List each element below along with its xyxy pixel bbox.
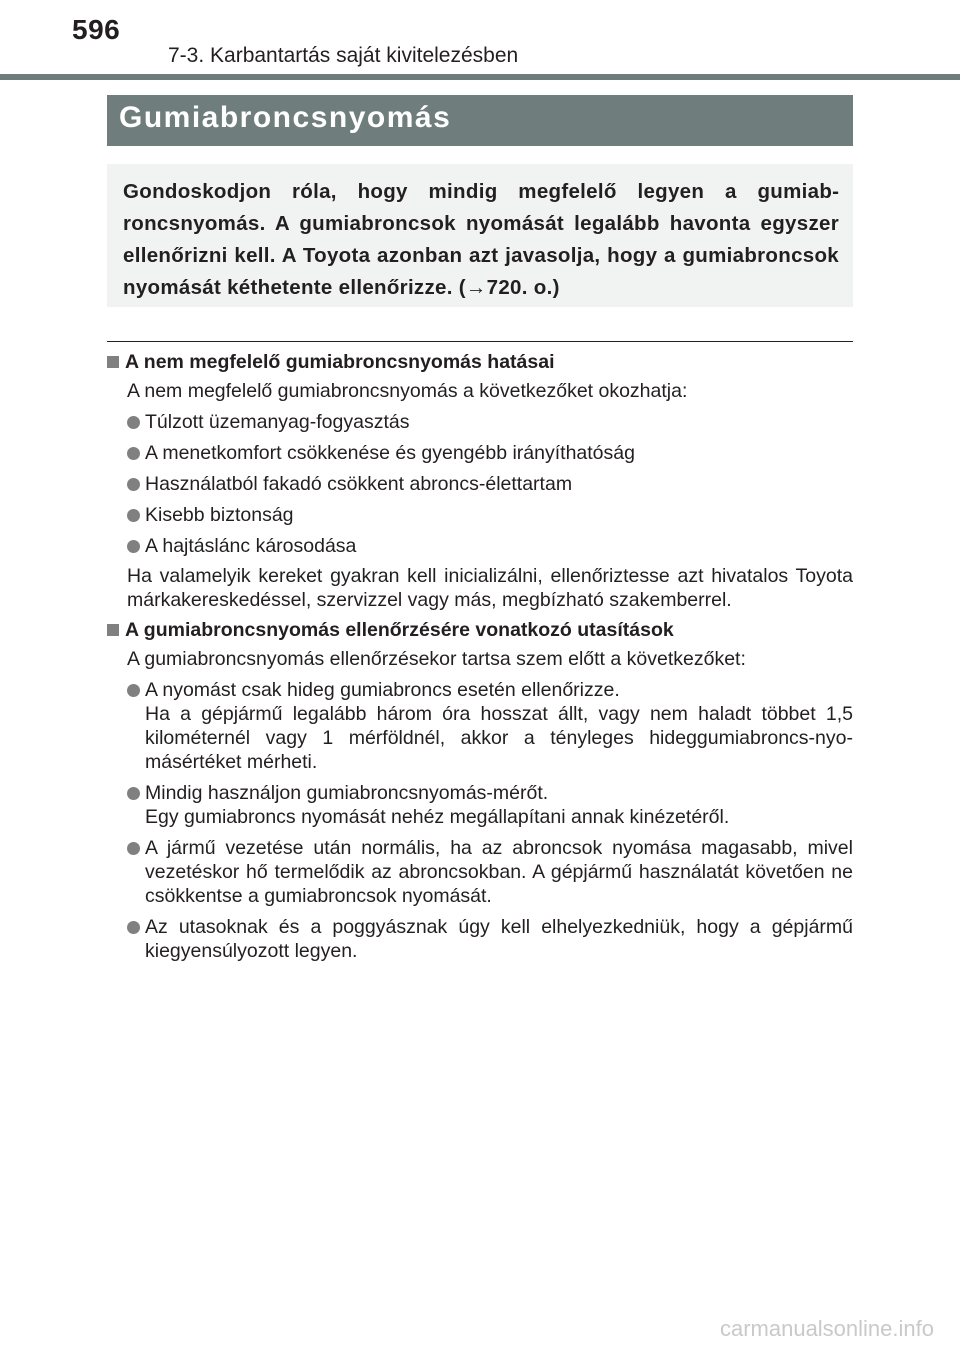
section-lead: A nem megfelelő gumiabroncsnyomás a következőket okozhatja: <box>127 380 688 402</box>
banner-title: Gumiabroncsnyomás <box>119 101 452 134</box>
list-item-detail: Ha a gépjármű legalább három óra hosszat állt, vagy nem haladt többet 1,5 kilométernél vagy 1 mérföldnél, akkor a tényleges hideggumiabroncs-nyomásértéket mérheti. <box>145 703 853 773</box>
list-item-text: Az utasoknak és a poggyásznak úgy kell elhelyezkedniük, hogy a gépjármű kiegyensúlyozott legyen. <box>145 916 853 962</box>
list-item <box>127 781 853 829</box>
list-item-text: Túlzott üzemanyag-fogyasztás <box>145 411 410 433</box>
square-bullet-icon <box>107 356 119 368</box>
list-item <box>127 410 853 434</box>
circle-bullet-icon <box>127 478 140 491</box>
watermark: carmanualsonline.info <box>719 1316 934 1341</box>
list-item <box>127 503 853 527</box>
list-item-detail: Egy gumiabroncs nyomását nehéz megállapítani annak kinézetéről. <box>145 806 730 828</box>
list-item <box>127 441 853 465</box>
list-item-text: Mindig használjon gumiabroncsnyomás-mérőt. <box>145 782 549 804</box>
list-item-text: Kisebb biztonság <box>145 504 294 526</box>
circle-bullet-icon <box>127 684 140 697</box>
circle-bullet-icon <box>127 447 140 460</box>
square-bullet-icon <box>107 624 119 636</box>
list-item-text: Használatból fakadó csökkent abroncs-élettartam <box>145 473 573 495</box>
section-heading-text: A gumiabroncsnyomás ellenőrzésére vonatkozó utasítások <box>125 619 674 641</box>
list-item-text: A nyomást csak hideg gumiabroncs esetén ellenőrizze. <box>145 679 620 701</box>
intro-box <box>107 164 853 307</box>
circle-bullet-icon <box>127 509 140 522</box>
page-number: 596 <box>72 14 121 45</box>
section-heading-instructions <box>107 617 853 643</box>
chapter-title: 7-3. Karbantartás saját kivitelezésben <box>168 44 519 67</box>
list-item <box>127 678 853 774</box>
list-item <box>127 472 853 496</box>
circle-bullet-icon <box>127 416 140 429</box>
intro-text: Gondoskodjon róla, hogy mindig megfelelő legyen a gumiabroncsnyomás. A gumiabroncsok nyomását legalább havonta egyszer ellenőrizni kell. A Toyota azonban azt javasolja, hogy a gumiabroncsok nyomását kéthetente ellenőrizze. (→720. o.) <box>123 180 839 299</box>
circle-bullet-icon <box>127 842 140 855</box>
section-heading-effects <box>107 349 853 375</box>
circle-bullet-icon <box>127 787 140 800</box>
circle-bullet-icon <box>127 540 140 553</box>
section-heading-text: A nem megfelelő gumiabroncsnyomás hatásai <box>125 351 555 373</box>
section-note: Ha valamelyik kereket gyakran kell inicializálni, ellenőriztesse azt hivatalos Toyota márkakereskedéssel, szervizzel vagy más, megbízható szakemberrel. <box>127 565 853 611</box>
list-item-text: A hajtáslánc károsodása <box>145 535 357 557</box>
section-lead: A gumiabroncsnyomás ellenőrzésekor tartsa szem előtt a következőket: <box>127 648 746 670</box>
list-item <box>127 915 853 963</box>
circle-bullet-icon <box>127 921 140 934</box>
section-rule <box>107 341 853 342</box>
header-rule <box>0 74 960 80</box>
list-item <box>127 836 853 908</box>
content <box>107 349 853 963</box>
list-item-text: A jármű vezetése után normális, ha az abroncsok nyomása magasabb, mivel vezetéskor hő termelődik az abroncsokban. A gépjármű használatát követően ne csökkentse a gumiabroncsok nyomását. <box>145 837 853 907</box>
list-item-text: A menetkomfort csökkenése és gyengébb irányíthatóság <box>145 442 635 464</box>
list-item <box>127 534 853 558</box>
section-banner <box>107 95 853 146</box>
